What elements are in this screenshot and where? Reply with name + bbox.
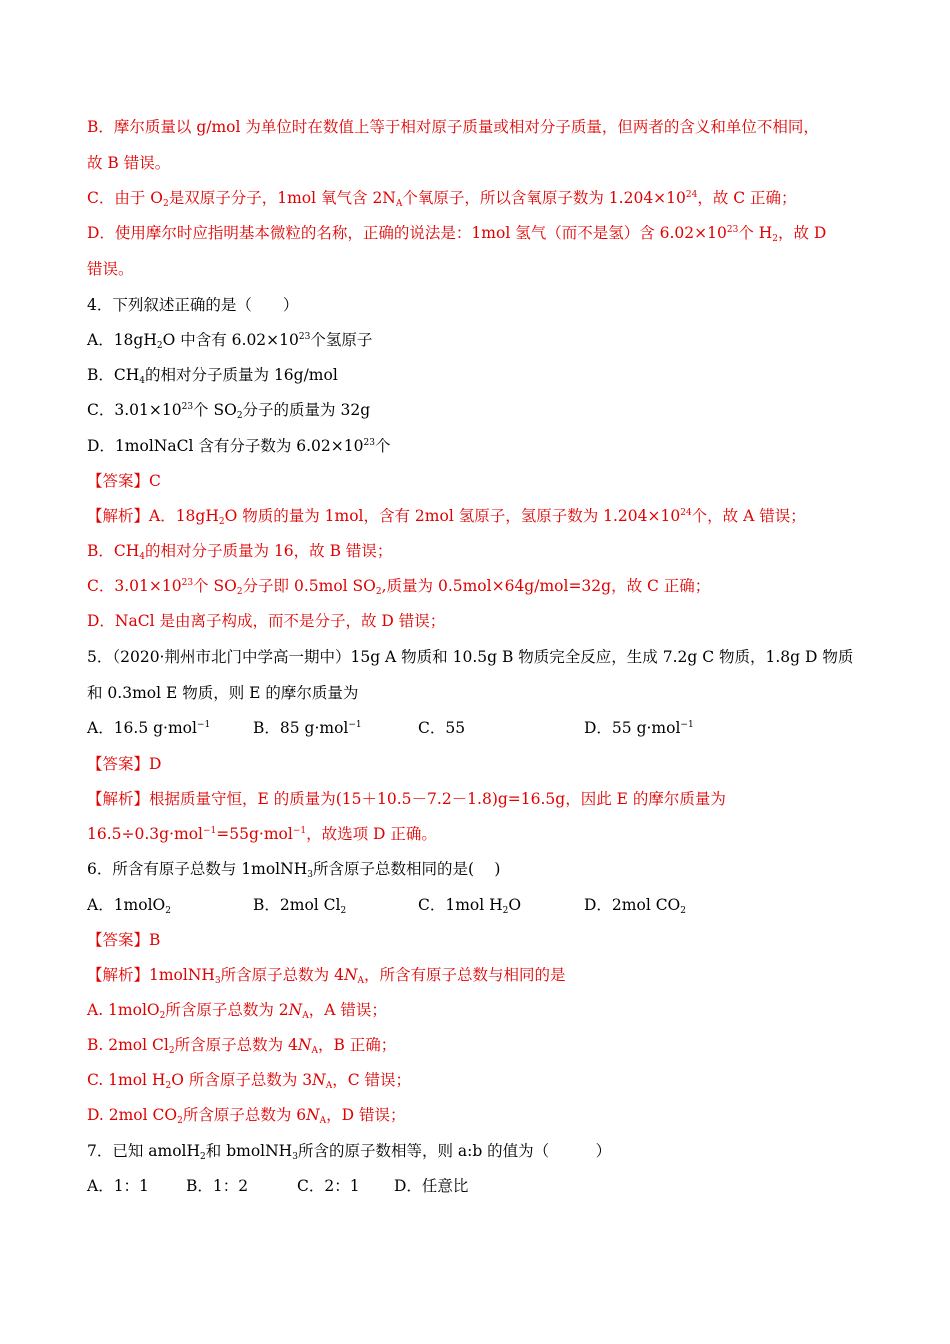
q7-option-d: D．任意比 — [394, 1177, 469, 1195]
q5-options — [87, 718, 867, 738]
q6-explanation-a: A. 1molO$_2$所含原子总数为 $2N_A$，A 错误； — [87, 1001, 387, 1021]
q7-option-a: A．1：1 — [87, 1177, 149, 1195]
q5-option-a: A．16.5 g·mol$^{-1}$ — [87, 719, 211, 737]
q4-explanation-c: C．$3.01\times 10^{23}$个 $SO_2$分子即 0.5mol $SO_2$,质量为 0.5mol×64g/mol=32g，故 C 正确； — [87, 577, 711, 597]
q4-stem: 4．下列叙述正确的是（ ） — [87, 296, 299, 314]
q4-explanation-b: B．$CH_4$的相对分子质量为 16，故 B 错误； — [87, 542, 393, 562]
q5-option-d: D．55 g·mol$^{-1}$ — [584, 719, 694, 737]
prev-explanation-b-line1: B．摩尔质量以 g/mol 为单位时在数值上等于相对原子质量或相对分子质量，但两者的含义和单位不相同， — [87, 118, 819, 136]
q6-option-c: C．1mol $H_2O$ — [418, 896, 522, 916]
q5-stem-line2: 和 0.3mol E 物质，则 E 的摩尔质量为 — [87, 684, 359, 702]
q4-option-a: A．$18gH_2O$ 中含有 $6.02\times 10^{23}$个氢原子 — [87, 331, 373, 351]
q5-explanation-line2: 16.5÷0.3g·mol$^{-1}$=55g·mol$^{-1}$，故选项 D 正确。 — [87, 825, 437, 843]
q5-answer: 【答案】D — [87, 755, 162, 773]
q6-explanation-b: B. 2mol $Cl_2$所含原子总数为 $4N_A$，B 正确； — [87, 1036, 397, 1056]
q7-option-b: B．1：2 — [186, 1177, 249, 1195]
prev-explanation-c: C．由于 $O_2$是双原子分子，1mol 氧气含 $2N_A$个氧原子，所以含氧原子数为 $1.204\times 10^{24}$，故 C 正确； — [87, 189, 797, 209]
q6-option-d: D．2mol $CO_2$ — [584, 896, 687, 916]
q4-explanation-a: 【解析】A．$18gH_2O$ 物质的量为 1mol，含有 2mol 氢原子，氢原子数为 $1.204\times 10^{24}$个，故 A 错误； — [87, 507, 806, 527]
prev-explanation-d-line1: D．使用摩尔时应指明基本微粒的名称，正确的说法是：1mol 氢气（而不是氢）含 $6.02\times 10^{23}$个 $H_2$，故 D — [87, 224, 827, 244]
q6-explanation-d: D. 2mol $CO_2$所含原子总数为 $6N_A$，D 错误； — [87, 1106, 406, 1126]
q4-option-c: C．$3.01\times 10^{23}$个 $SO_2$分子的质量为 32g — [87, 401, 371, 421]
q5-option-b: B．85 g·mol$^{-1}$ — [253, 719, 362, 737]
q7-option-c: C．2：1 — [297, 1177, 360, 1195]
prev-explanation-d-line2: 错误。 — [87, 260, 134, 278]
prev-explanation-b-line2: 故 B 错误。 — [87, 154, 171, 172]
q6-options — [87, 895, 867, 915]
q6-stem: 6．所含有原子总数与 1molNH$_3$所含原子总数相同的是( ) — [87, 860, 501, 880]
q4-option-b: B．$CH_4$的相对分子质量为 16g/mol — [87, 366, 338, 386]
q4-explanation-d: D．NaCl 是由离子构成，而不是分子，故 D 错误； — [87, 612, 446, 630]
q6-explanation-line1: 【解析】1molNH$_3$所含原子总数为 $4N_A$，所含有原子总数与相同的是 — [87, 966, 566, 986]
q4-option-d: D．1molNaCl 含有分子数为 $6.02\times 10^{23}$个 — [87, 437, 391, 455]
q5-option-c: C．55 — [418, 719, 466, 737]
q4-answer: 【答案】C — [87, 472, 161, 490]
q6-option-b: B．2mol $Cl_2$ — [253, 896, 347, 916]
q5-explanation-line1: 【解析】根据质量守恒，E 的质量为(15＋10.5－7.2－1.8)g=16.5g，因此 E 的摩尔质量为 — [87, 790, 726, 808]
q6-explanation-c: C. 1mol $H_2O$ 所含原子总数为 $3N_A$，C 错误； — [87, 1071, 411, 1091]
q6-option-a: A．1molO$_2$ — [87, 896, 171, 916]
q7-options — [87, 1176, 587, 1196]
q6-answer: 【答案】B — [87, 931, 161, 949]
q5-stem-line1: 5．（2020·荆州市北门中学高一期中）15g A 物质和 10.5g B 物质完全反应，生成 7.2g C 物质，1.8g D 物质 — [87, 648, 854, 666]
q7-stem: 7．已知 amolH$_2$和 bmolNH$_3$所含的原子数相等，则 a:b 的值为（ ） — [87, 1142, 612, 1162]
